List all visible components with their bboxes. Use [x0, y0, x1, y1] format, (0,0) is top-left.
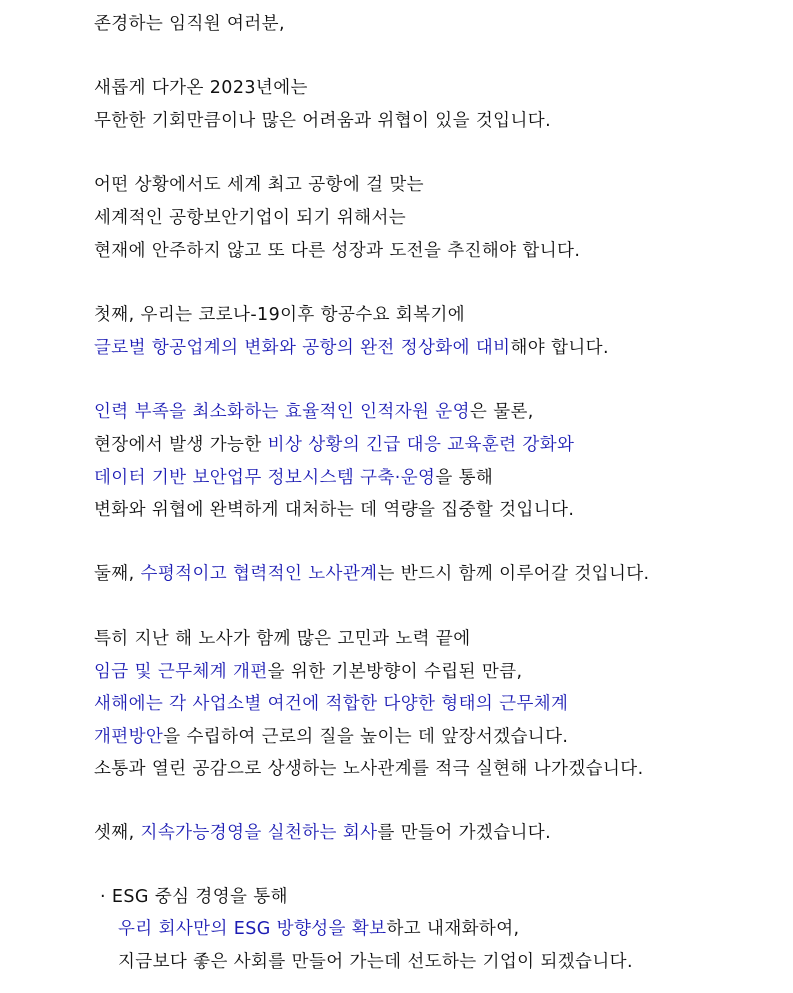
p4-line-2: [94, 433, 574, 457]
p1-line-1: 새롭게 다가온 2023년에는: [94, 78, 308, 98]
p6-highlight-2: 임금 및 근무체계 개편: [94, 662, 268, 682]
p3-line-1: 첫째, 우리는 코로나-19이후 항공수요 회복기에: [94, 305, 466, 325]
p8-bullet: · ESG 중심 경영을 통해: [100, 887, 288, 907]
p1-line-2: 무한한 기회만큼이나 많은 어려움과 위협이 있을 것입니다.: [94, 111, 552, 131]
p3-highlight: 글로벌 항공업계의 변화와 공항의 완전 정상화에 대비: [94, 338, 511, 358]
p4-highlight-1: 인력 부족을 최소화하는 효율적인 인적자원 운영: [94, 402, 470, 422]
p3-line-2: [94, 336, 609, 360]
p3-rest: 해야 합니다.: [510, 338, 609, 358]
p4-line-1: [94, 400, 534, 424]
greeting: 존경하는 임직원 여러분,: [94, 14, 285, 34]
p6-line-2: [94, 660, 522, 684]
p8-line-3: 지금보다 좋은 사회를 만들어 가는데 선도하는 기업이 되겠습니다.: [118, 952, 633, 972]
p6-rest-2: 을 위한 기본방향이 수립된 만큼,: [267, 662, 523, 682]
p5-pre: 둘째,: [94, 564, 141, 584]
p7-rest: 를 만들어 가겠습니다.: [377, 823, 552, 843]
p4-highlight-2: 비상 상황의 긴급 대응 교육훈련 강화와: [267, 435, 575, 455]
p4-rest-1: 은 물론,: [469, 402, 534, 422]
p6-highlight-3: 새해에는 각 사업소별 여건에 적합한 다양한 형태의 근무체계: [94, 694, 569, 714]
p5-line: [94, 562, 650, 586]
p4-pre-2: 현장에서 발생 가능한: [94, 435, 268, 455]
p4-rest-3: 을 통해: [435, 468, 494, 488]
p2-line-3: 현재에 안주하지 않고 또 다른 성장과 도전을 추진해야 합니다.: [94, 241, 581, 261]
p7-pre: 셋째,: [94, 823, 141, 843]
p2-line-2: 세계적인 공항보안기업이 되기 위해서는: [94, 208, 407, 228]
p8-highlight: 우리 회사만의 ESG 방향성을 확보: [118, 919, 387, 939]
p4-line-4: 변화와 위협에 완벽하게 대처하는 데 역량을 집중할 것입니다.: [94, 500, 575, 520]
p8-line-2: [118, 917, 520, 941]
p4-line-3: [94, 466, 493, 490]
p2-line-1: 어떤 상황에서도 세계 최고 공항에 걸 맞는: [94, 175, 424, 195]
p8-rest: 하고 내재화하여,: [386, 919, 520, 939]
p6-line-4: [94, 725, 568, 749]
p5-highlight: 수평적이고 협력적인 노사관계: [140, 564, 378, 584]
p6-highlight-4: 개편방안: [94, 727, 164, 747]
p7-line: [94, 821, 551, 845]
p7-highlight: 지속가능경영을 실천하는 회사: [140, 823, 378, 843]
p6-line-1: 특히 지난 해 노사가 함께 많은 고민과 노력 끝에: [94, 629, 471, 649]
p6-line-5: 소통과 열린 공감으로 상생하는 노사관계를 적극 실현해 나가겠습니다.: [94, 759, 644, 779]
p6-line-3: [94, 692, 568, 716]
p5-rest: 는 반드시 함께 이루어갈 것입니다.: [377, 564, 650, 584]
p4-highlight-3: 데이터 기반 보안업무 정보시스템 구축·운영: [94, 468, 436, 488]
p6-rest-4: 을 수립하여 근로의 질을 높이는 데 앞장서겠습니다.: [163, 727, 569, 747]
